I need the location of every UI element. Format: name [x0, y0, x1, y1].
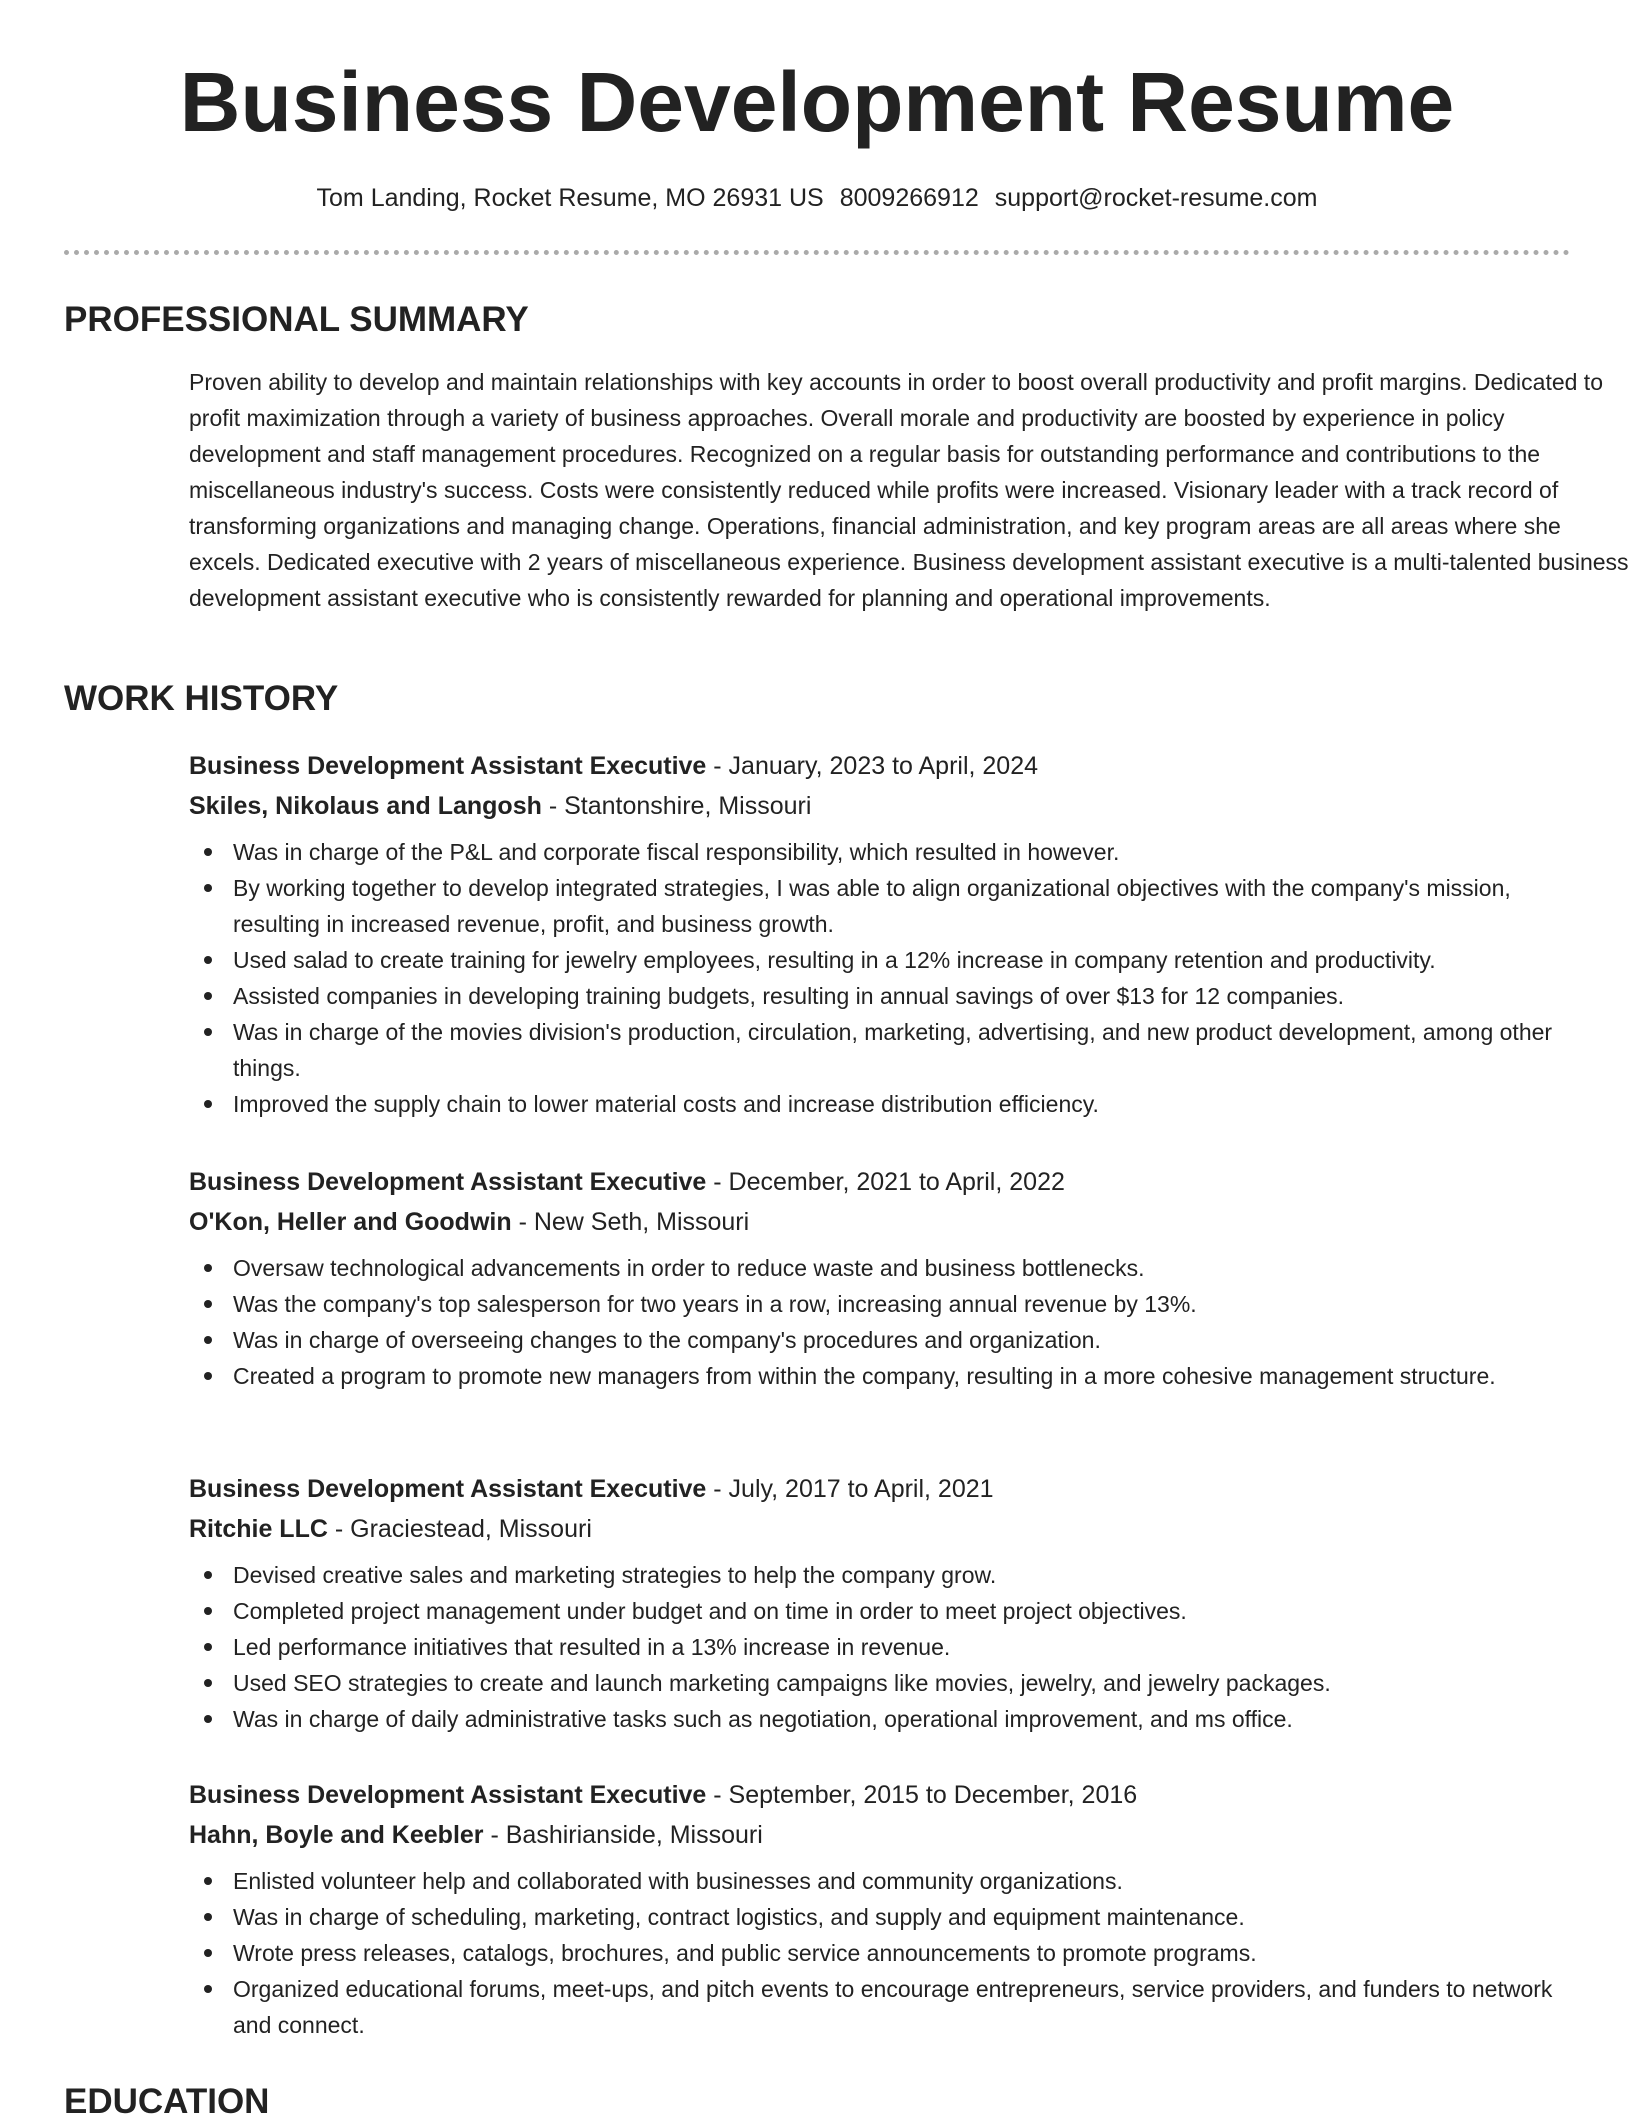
job-bullet: Improved the supply chain to lower material costs and increase distribution efficiency. — [233, 1086, 1589, 1122]
job-bullet: Was in charge of daily administrative tasks such as negotiation, operational improvement, and ms office. — [233, 1701, 1589, 1737]
job-bullet: Was the company's top salesperson for two years in a row, increasing annual revenue by 13%. — [233, 1286, 1589, 1322]
job-title: Business Development Assistant Executive — [189, 1168, 707, 1196]
job-location: - New Seth, Missouri — [511, 1208, 750, 1236]
job-bullet: By working together to develop integrated strategies, I was able to align organizational objectives with the company's mission, resulting in increased revenue, profit, and business growth. — [233, 870, 1589, 942]
job-company: O'Kon, Heller and Goodwin — [189, 1208, 512, 1236]
job-title: Business Development Assistant Executive — [189, 1781, 707, 1809]
job-company-line — [189, 1509, 1589, 1549]
work-history-heading: WORK HISTORY — [64, 679, 339, 718]
job-bullets — [189, 1863, 1589, 2043]
job-company: Hahn, Boyle and Keebler — [189, 1821, 484, 1849]
job-location: - Stantonshire, Missouri — [541, 792, 812, 820]
job-company-line — [189, 1815, 1589, 1855]
job-bullets — [189, 1557, 1589, 1737]
job-bullet: Was in charge of the movies division's production, circulation, marketing, advertising, and new product development, among other things. — [233, 1014, 1589, 1086]
education-heading: EDUCATION — [64, 2082, 270, 2121]
job-company-line — [189, 786, 1589, 826]
job-title-line — [189, 1775, 1589, 1815]
job-bullet: Assisted companies in developing training budgets, resulting in annual savings of over $13 for 12 companies. — [233, 978, 1589, 1014]
job-bullet: Devised creative sales and marketing strategies to help the company grow. — [233, 1557, 1589, 1593]
job-title: Business Development Assistant Executive — [189, 1475, 707, 1503]
summary-heading: PROFESSIONAL SUMMARY — [64, 300, 529, 339]
job-bullet: Led performance initiatives that resulted in a 13% increase in revenue. — [233, 1629, 1589, 1665]
job-bullet: Was in charge of scheduling, marketing, contract logistics, and supply and equipment maintenance. — [233, 1899, 1589, 1935]
job-company-line — [189, 1202, 1589, 1242]
contact-line — [64, 178, 1570, 218]
job-dates: - September, 2015 to December, 2016 — [706, 1781, 1138, 1809]
contact-email: support@rocket-resume.com — [994, 184, 1318, 212]
job-bullet: Enlisted volunteer help and collaborated with businesses and community organizations. — [233, 1863, 1589, 1899]
summary-text: Proven ability to develop and maintain relationships with key accounts in order to boost overall productivity and profit margins. Dedicated to profit maximization through a variety of business approaches. Overall morale and productivity are boosted by experience in policy development and staff management procedures. Recognized on a regular basis for outstanding performance and contributions to the miscellaneous industry's success. Costs were consistently reduced while profits were increased. Visionary leader with a track record of transforming organizations and managing change. Operations, financial administration, and key program areas are all areas where she excels. Dedicated executive with 2 years of miscellaneous experience. Business development assistant executive is a multi-talented business development assistant executive who is consistently rewarded for planning and operational improvements. — [189, 369, 1629, 611]
job-dates: - July, 2017 to April, 2021 — [706, 1475, 994, 1503]
job-location: - Bashirianside, Missouri — [483, 1821, 763, 1849]
job-location: - Graciestead, Missouri — [327, 1515, 592, 1543]
job-bullet: Wrote press releases, catalogs, brochures, and public service announcements to promote programs. — [233, 1935, 1589, 1971]
job-entry — [189, 746, 1589, 1122]
job-title-line — [189, 1162, 1589, 1202]
job-dates: - January, 2023 to April, 2024 — [706, 752, 1039, 780]
job-bullets — [189, 834, 1589, 1122]
job-bullet: Used SEO strategies to create and launch marketing campaigns like movies, jewelry, and jewelry packages. — [233, 1665, 1589, 1701]
job-title: Business Development Assistant Executive — [189, 752, 707, 780]
job-company: Skiles, Nikolaus and Langosh — [189, 792, 542, 820]
job-title-line — [189, 1469, 1589, 1509]
resume-title: Business Development Resume — [179, 55, 1455, 149]
job-bullet: Organized educational forums, meet-ups, and pitch events to encourage entrepreneurs, service providers, and funders to network and connect. — [233, 1971, 1589, 2043]
job-bullet: Was in charge of overseeing changes to the company's procedures and organization. — [233, 1322, 1589, 1358]
job-bullet: Used salad to create training for jewelry employees, resulting in a 12% increase in company retention and productivity. — [233, 942, 1589, 978]
job-entry — [189, 1162, 1589, 1394]
header-divider — [64, 250, 1570, 255]
job-bullet: Completed project management under budget and on time in order to meet project objectives. — [233, 1593, 1589, 1629]
contact-address: Tom Landing, Rocket Resume, MO 26931 US — [316, 184, 824, 212]
job-company: Ritchie LLC — [189, 1515, 328, 1543]
job-entry — [189, 1469, 1589, 1737]
job-bullet: Oversaw technological advancements in order to reduce waste and business bottlenecks. — [233, 1250, 1589, 1286]
job-bullet: Was in charge of the P&L and corporate fiscal responsibility, which resulted in however. — [233, 834, 1589, 870]
job-entry — [189, 1775, 1589, 2043]
job-title-line — [189, 746, 1589, 786]
job-bullets — [189, 1250, 1589, 1394]
job-dates: - December, 2021 to April, 2022 — [706, 1168, 1065, 1196]
job-bullet: Created a program to promote new managers from within the company, resulting in a more cohesive management structure. — [233, 1358, 1589, 1394]
contact-phone: 8009266912 — [839, 184, 979, 212]
